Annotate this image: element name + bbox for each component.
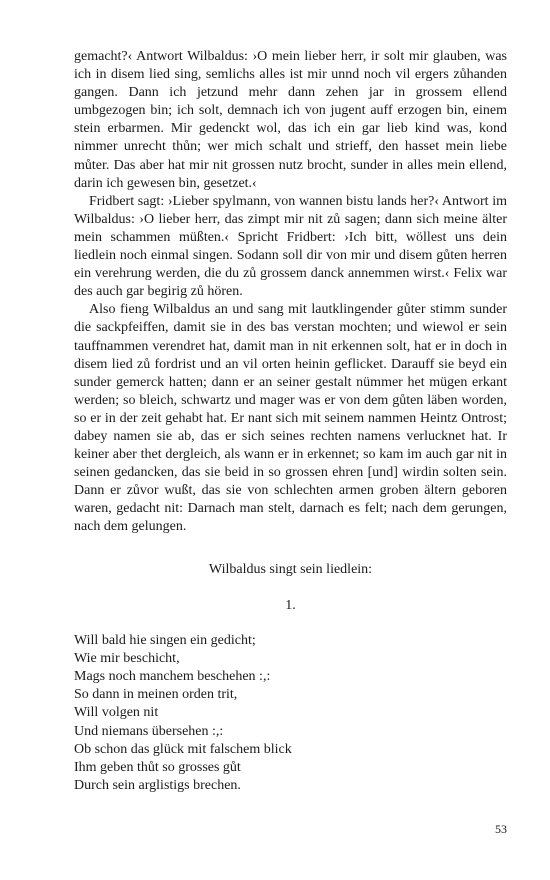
poem-line: Ihm geben thůt so grosses gůt [74, 759, 241, 775]
poem-line: So dann in meinen orden trit, [74, 687, 238, 703]
stanza-number: 1. [285, 597, 296, 613]
poem-line: Wie mir beschicht, [74, 650, 180, 666]
paragraph-2: Fridbert sagt: ›Lieber spylmann, von wannen bistu lands her?‹ Antwort im Wilbaldus: ›O lieber herr, das zimpt mir nit zů sagen; dann sich meine älter mein schammen müßten.‹ Spricht Fridbert: ›Ich bitt, wöllest uns dein liedlein noch einmal singen. Sodann soll dir von mir und disem gůten herren ein verehrung werden, die du zů grossem danck annemmen wirst.‹ Felix war des auch gar begirig zů hören. [74, 193, 507, 300]
poem-line: Und niemans übersehen :,: [74, 723, 224, 739]
poem-line: Mags noch manchem beschehen :,: [74, 668, 271, 684]
poem-line: Ob schon das glück mit falschem blick [74, 741, 292, 757]
song-heading: Wilbaldus singt sein liedlein: [208, 561, 373, 577]
paragraph-1: gemacht?‹ Antwort Wilbaldus: ›O mein lieber herr, ir solt mir glauben, was ich in disem lied sing, semlichs alles ist mir unnd noch vil ergers zůhanden gangen. Dann ich jetzund mehr dann zehen jar in grossem ellend umbgezogen bin; ich solt, demnach ich von jugent auff erzogen bin, einem stein erbarmen. Mir gedenckt wol, das ich ein gar lieb kind was, kond nimmer unrecht thůn; wer mich schalt und strieff, den hasset mein liebe můter. Das aber hat mir nit grossen nutz brocht, sunder in alles mein ellend, darin ich gewesen bin, gesetzet.‹ [74, 49, 507, 191]
paragraph-3: Also fieng Wilbaldus an und sang mit lautklingender gůter stimm sunder die sackpfeiffen, damit sie in des bas verstan mochten; und wiewol er sein tauffnammen verendret hat, damit man in nit erkennen solt, hat er in doch in disem lied zů fordrist und an vil orten heinin geflicket. Darauff sie beyd ein sunder gemerck hatten; dann er an seiner gestalt nümmer het mügen erkant werden; so bleich, schwartz und mager was er von dem gůten läben worden, so er in der zeit gehabt hat. Er nant sich mit seinem nammen Heintz Ontrost; dabey namen sie ab, das er sich seines rechten namens verlucknet hat. Ir keiner aber thet dergleich, als wann er in erkennet; so kam im auch gar nit in seinen gedancken, das sie beid in so grossen ehren [und] wirdin solten sein. Dann er zůvor wußt, das sie von schlechten armen groben ältern geboren waren, gedacht nit: Darnach man stelt, darnach es felt; nach dem gerungen, nach dem gelungen. [74, 302, 507, 535]
poem-stanza [74, 632, 507, 796]
page-body [74, 48, 507, 795]
poem-line: Will volgen nit [74, 705, 159, 721]
page-number: 53 [495, 822, 507, 836]
poem-line: Will bald hie singen ein gedicht; [74, 632, 256, 648]
poem-line: Durch sein arglistigs brechen. [74, 778, 241, 794]
prose-section [74, 48, 507, 537]
